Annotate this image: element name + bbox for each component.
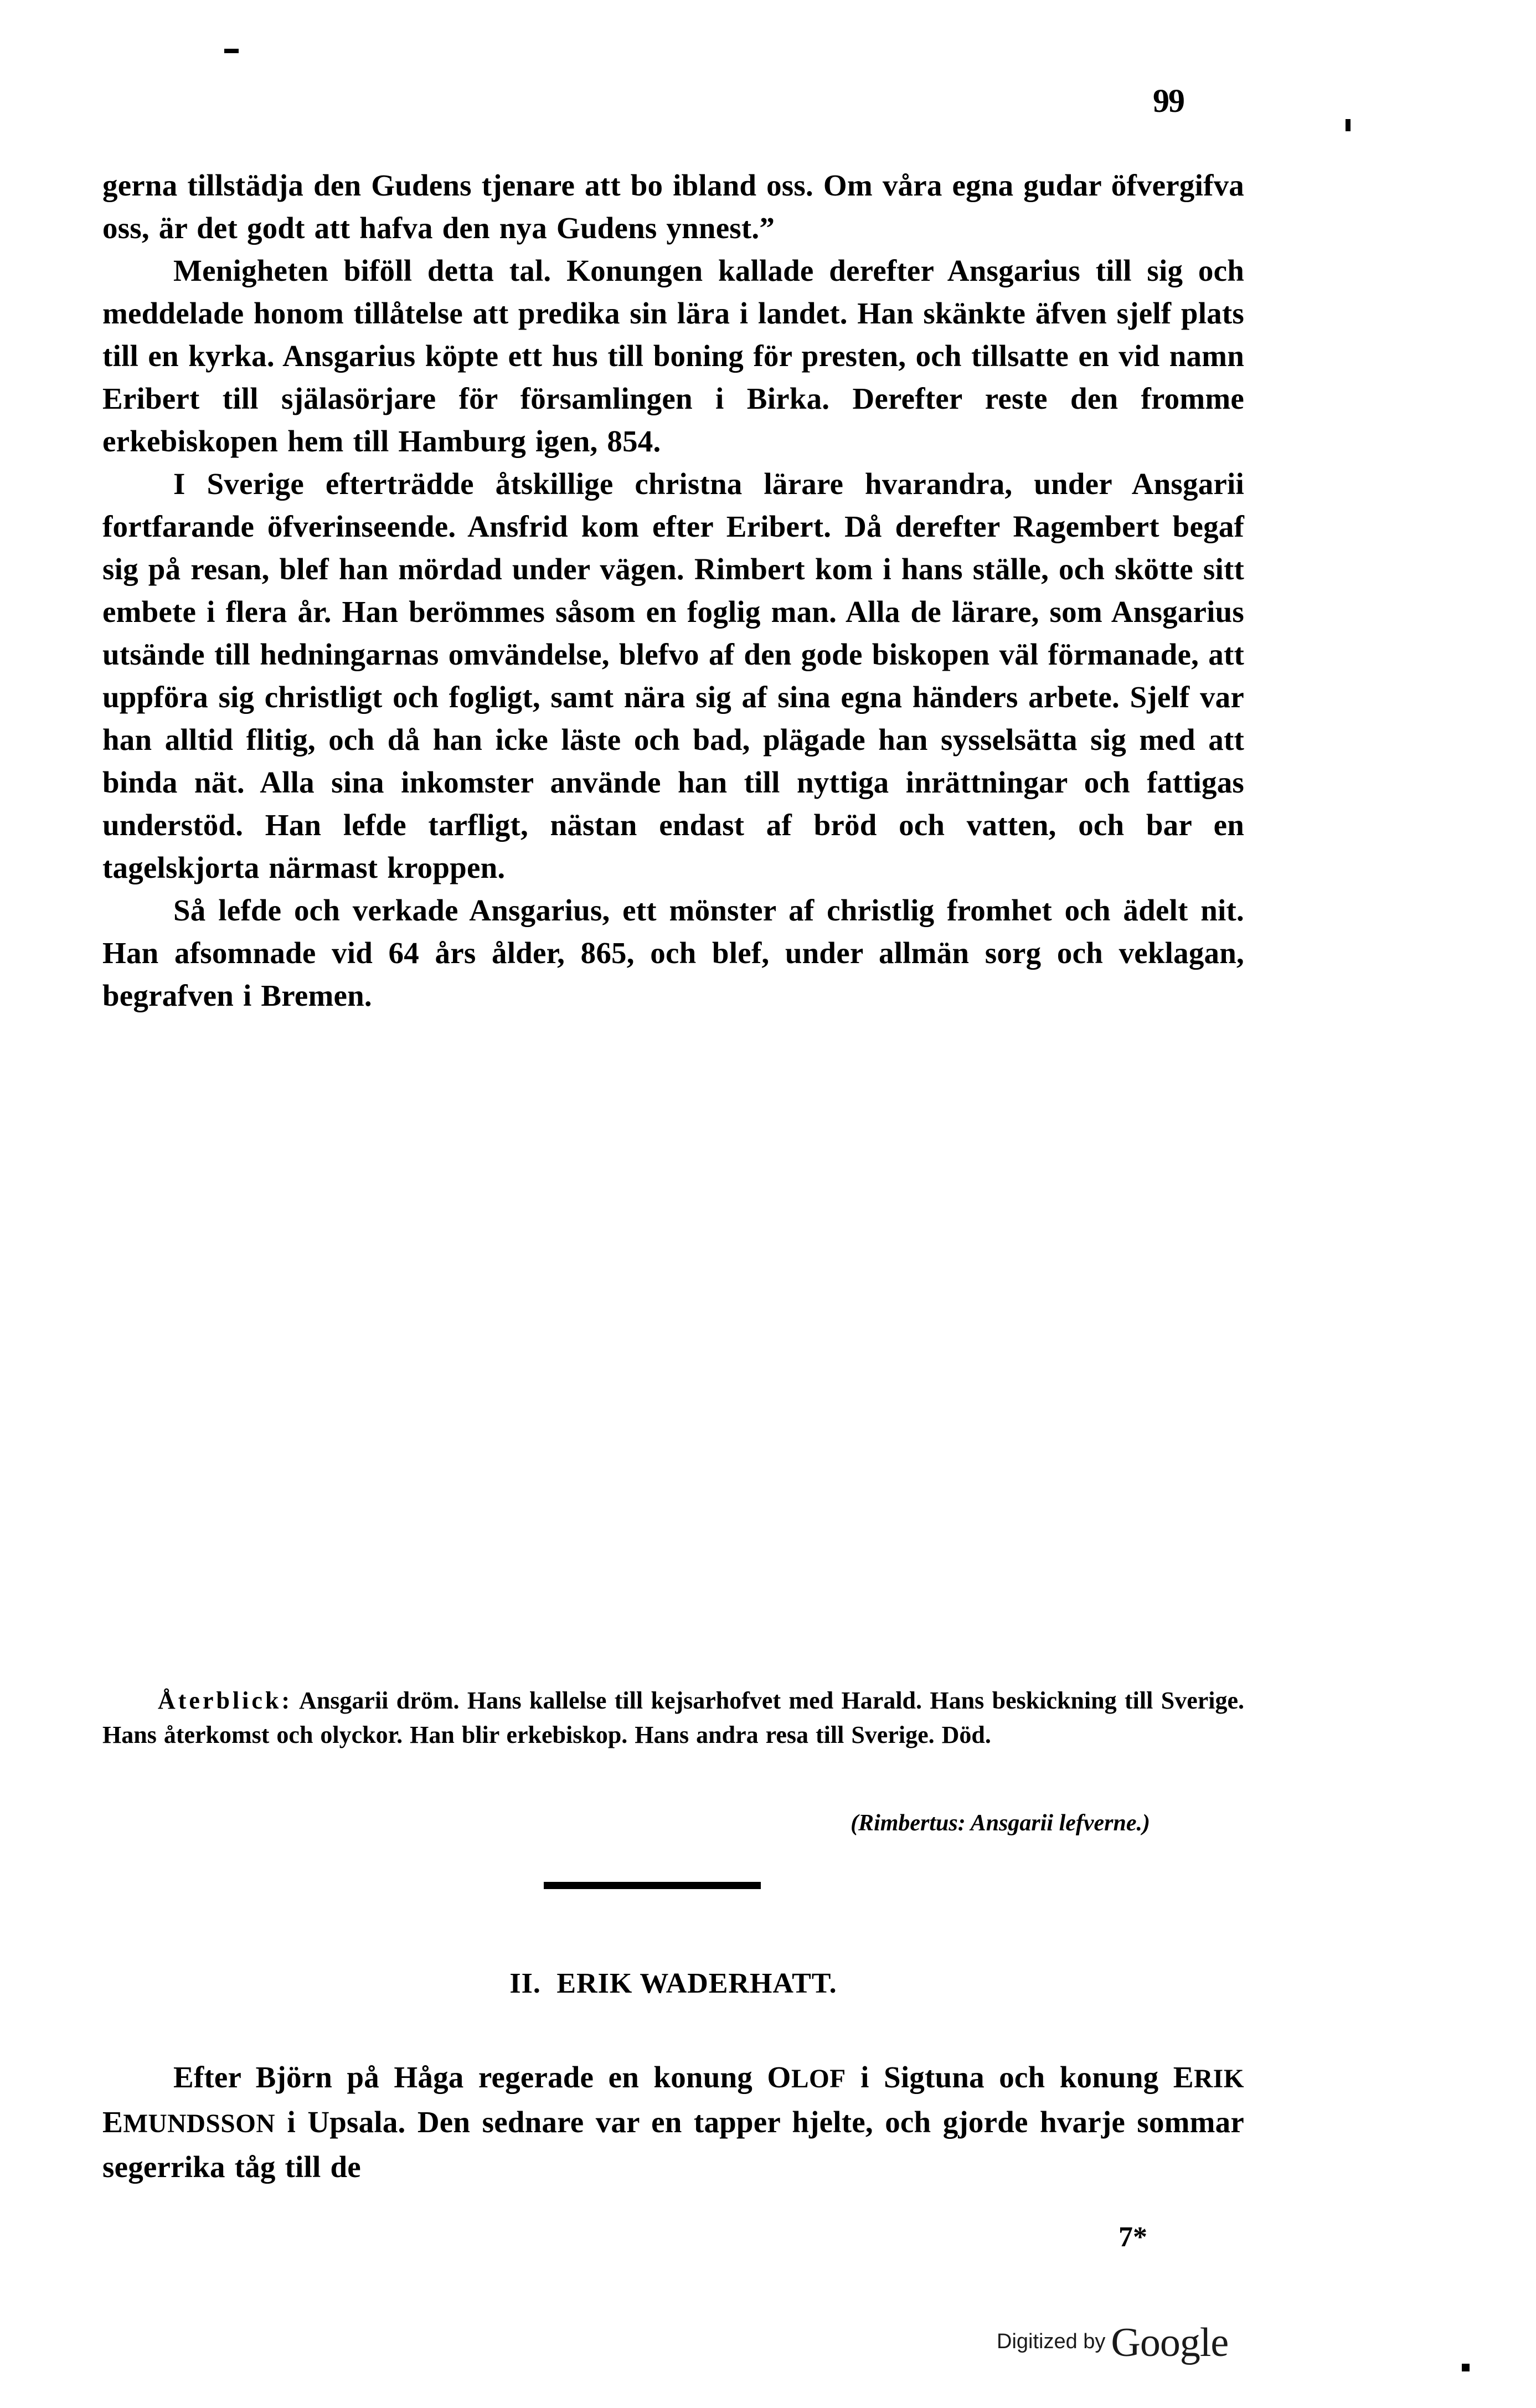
- paragraph: [102, 2056, 1244, 2188]
- king-erik-initial: E: [1173, 2060, 1194, 2094]
- king-olof-initial: O: [767, 2060, 791, 2094]
- closing-lead: Efter Björn på Håga regerade en konung: [173, 2060, 767, 2094]
- chapter-summary: [102, 1684, 1244, 1752]
- closing-paragraph-block: [102, 2056, 1244, 2188]
- scan-speck: [1462, 2364, 1470, 2371]
- chapter-heading: [102, 1967, 1244, 2000]
- king-name-olof: OLOF: [767, 2060, 846, 2094]
- chapter-number: II.: [509, 1968, 541, 1999]
- google-digitized-watermark: [997, 2319, 1228, 2366]
- section-divider-rule: [544, 1882, 761, 1889]
- summary-text: Ansgarii dröm. Hans kallelse till kejsarhofvet med Harald. Hans beskickning till Sverige. Hans återkomst och olyckor. Han blir erkebiskop. Hans andra resa till Sverige. Död.: [102, 1687, 1245, 1748]
- scan-speck: [1346, 119, 1351, 131]
- paragraph: gerna tillstädja den Gudens tjenare att bo ibland oss. Om våra egna gudar öfvergifva oss, är det godt att hafva den nya Gudens ynnest.”: [102, 168, 1244, 245]
- paragraph: Menigheten biföll detta tal. Konungen kallade derefter Ansgarius till sig och meddelade honom tillåtelse att predika sin lära i landet. Han skänkte äfven sjelf plats till en kyrka. Ansgarius köpte ett hus till boning för presten, och tillsatte en vid namn Eribert till själasörjare för församlingen i Birka. Derefter reste den fromme erkebiskopen hem till Hamburg igen, 854.: [102, 254, 1244, 458]
- paragraph: Så lefde och verkade Ansgarius, ett mönster af christlig fromhet och ädelt nit. Han afsomnade vid 64 års ålder, 865, och blef, under allmän sorg och veklagan, begrafven i Bremen.: [102, 893, 1244, 1012]
- page-number: 99: [1153, 83, 1184, 119]
- watermark-prefix: Digitized by: [997, 2330, 1106, 2353]
- source-citation: (Rimbertus: Ansgarii lefverne.): [851, 1810, 1150, 1836]
- signature-mark: 7*: [1119, 2221, 1147, 2253]
- summary-label: Återblick:: [158, 1687, 293, 1714]
- scan-speck: [224, 49, 239, 53]
- closing-mid: i Sigtuna och konung: [846, 2060, 1173, 2094]
- closing-tail: i Upsala. Den sednare var en tapper hjelte, och gjorde hvarje sommar segerrika tåg till de: [102, 2105, 1244, 2184]
- paragraph: I Sverige efterträdde åtskillige christna lärare hvarandra, under Ansgarii fortfarande öfverinseende. Ansfrid kom efter Eribert. Då derefter Ragembert begaf sig på resan, blef han mördad under vägen. Rimbert kom i hans ställe, och skötte sitt embete i flera år. Han berömmes såsom en foglig man. Alla de lärare, som Ansgarius utsände till hedningarnas omvändelse, blefvo af den gode biskopen väl förmanade, att uppföra sig christligt och fogligt, samt nära sig af sina egna händers arbete. Sjelf var han alltid flitig, och då han icke läste och bad, plägade han sysselsätta sig med att binda nät. Alla sina inkomster använde han till nyttiga inrättningar och fattigas understöd. Han lefde tarfligt, nästan endast af bröd och vatten, och bar en tagelskjorta närmast kroppen.: [102, 467, 1244, 884]
- chapter-title: ERIK WADERHATT.: [556, 1968, 837, 1999]
- king-name-erik: ERIK EMUNDSSON: [102, 2060, 1244, 2139]
- google-logo-text: Google: [1111, 2320, 1229, 2365]
- king-emundsson-initial: E: [102, 2105, 123, 2139]
- body-text-column: [102, 164, 1244, 1017]
